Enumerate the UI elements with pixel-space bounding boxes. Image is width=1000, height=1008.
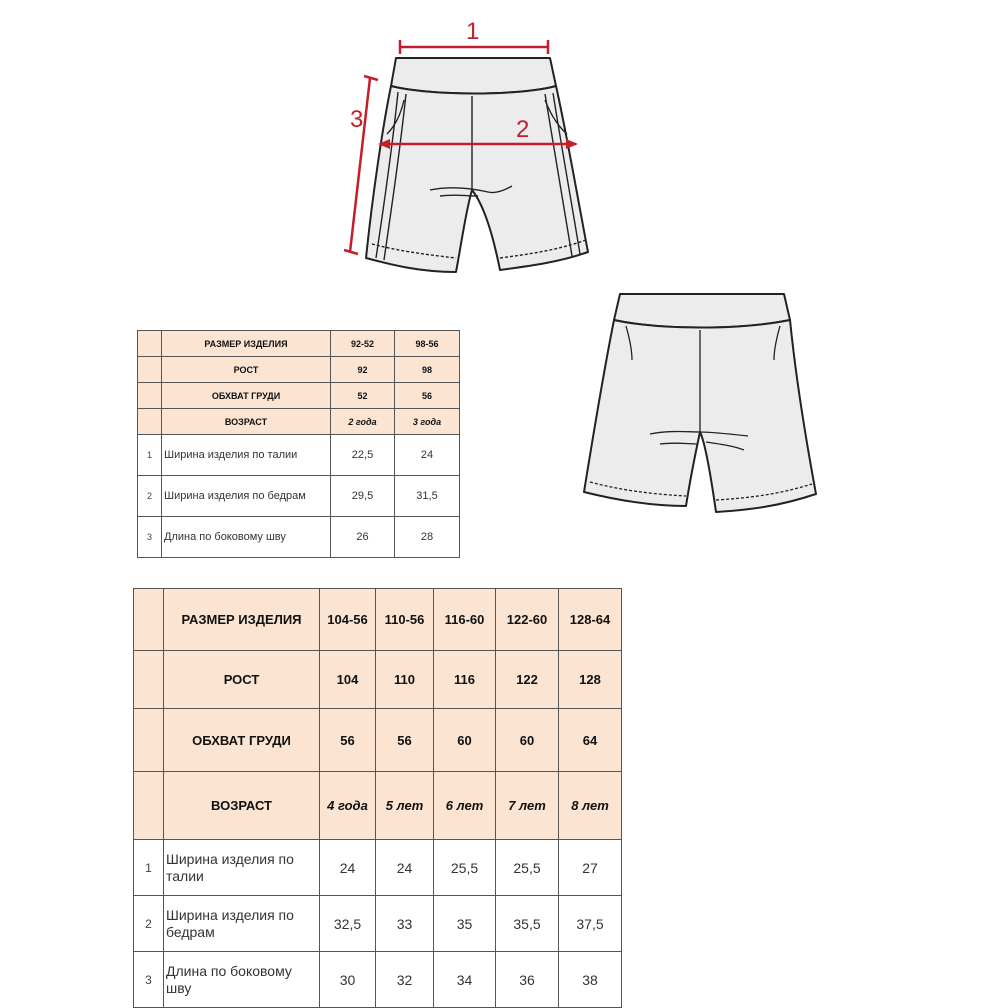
size-value: 98-56 [395,331,460,357]
header-label: РАЗМЕР ИЗДЕЛИЯ [162,331,331,357]
size-table-large [133,588,622,1008]
header-label: ОБХВАТ ГРУДИ [164,709,320,772]
height-value: 98 [395,357,460,383]
header-label: РОСТ [162,357,331,383]
measurement-value: 35 [434,896,496,952]
age-value: 3 года [395,409,460,435]
row-number: 3 [134,952,164,1008]
measurement-label: Ширина изделия по бедрам [164,896,320,952]
size-table-small [137,330,460,558]
age-value: 4 года [320,772,376,840]
measurement-value: 24 [320,840,376,896]
measurement-value: 25,5 [496,840,559,896]
measurement-value: 35,5 [496,896,559,952]
age-value: 6 лет [434,772,496,840]
empty-cell [138,409,162,435]
chest-value: 64 [559,709,622,772]
chest-value: 56 [376,709,434,772]
table-row [138,517,460,558]
header-label: ОБХВАТ ГРУДИ [162,383,331,409]
height-row [134,651,622,709]
age-row [138,409,460,435]
row-number: 1 [138,435,162,476]
chest-value: 60 [434,709,496,772]
measurement-value: 31,5 [395,476,460,517]
size-row [138,331,460,357]
chest-value: 56 [320,709,376,772]
table-row [134,952,622,1008]
size-value: 104-56 [320,589,376,651]
chest-row [134,709,622,772]
row-number: 2 [138,476,162,517]
header-label: РОСТ [164,651,320,709]
shorts-back-drawing [578,285,828,525]
row-number: 2 [134,896,164,952]
empty-cell [134,589,164,651]
size-value: 110-56 [376,589,434,651]
measurement-value: 38 [559,952,622,1008]
age-value: 5 лет [376,772,434,840]
chest-value: 60 [496,709,559,772]
measurement-value: 25,5 [434,840,496,896]
age-value: 7 лет [496,772,559,840]
measurement-label: Ширина изделия по бедрам [162,476,331,517]
measurement-label: Ширина изделия по талии [162,435,331,476]
measurement-value: 27 [559,840,622,896]
height-value: 92 [331,357,395,383]
measurement-value: 26 [331,517,395,558]
table-row [138,476,460,517]
chest-value: 52 [331,383,395,409]
measurement-value: 28 [395,517,460,558]
height-value: 128 [559,651,622,709]
size-value: 122-60 [496,589,559,651]
measurement-value: 24 [395,435,460,476]
height-value: 116 [434,651,496,709]
measurement-value: 29,5 [331,476,395,517]
empty-cell [134,651,164,709]
dimension-label-2: 2 [516,116,530,143]
measurement-value: 22,5 [331,435,395,476]
measurement-label: Ширина изделия по талии [164,840,320,896]
size-row [134,589,622,651]
height-value: 110 [376,651,434,709]
empty-cell [134,709,164,772]
measurement-value: 36 [496,952,559,1008]
empty-cell [138,383,162,409]
measurement-value: 32,5 [320,896,376,952]
size-value: 92-52 [331,331,395,357]
age-value: 2 года [331,409,395,435]
age-value: 8 лет [559,772,622,840]
row-number: 3 [138,517,162,558]
age-row [134,772,622,840]
size-value: 116-60 [434,589,496,651]
measurement-value: 32 [376,952,434,1008]
header-label: ВОЗРАСТ [162,409,331,435]
table-row [134,840,622,896]
empty-cell [138,357,162,383]
shorts-front-drawing [330,15,600,285]
measurement-value: 33 [376,896,434,952]
measurement-label: Длина по боковому шву [162,517,331,558]
header-label: РАЗМЕР ИЗДЕЛИЯ [164,589,320,651]
measurement-value: 30 [320,952,376,1008]
table-row [134,896,622,952]
empty-cell [134,772,164,840]
empty-cell [138,331,162,357]
chest-value: 56 [395,383,460,409]
height-value: 122 [496,651,559,709]
measurement-value: 37,5 [559,896,622,952]
height-value: 104 [320,651,376,709]
dimension-label-1: 1 [466,18,480,45]
measurement-value: 34 [434,952,496,1008]
dimension-label-3: 3 [350,106,364,133]
header-label: ВОЗРАСТ [164,772,320,840]
size-value: 128-64 [559,589,622,651]
chest-row [138,383,460,409]
table-row [138,435,460,476]
row-number: 1 [134,840,164,896]
height-row [138,357,460,383]
measurement-label: Длина по боковому шву [164,952,320,1008]
measurement-value: 24 [376,840,434,896]
